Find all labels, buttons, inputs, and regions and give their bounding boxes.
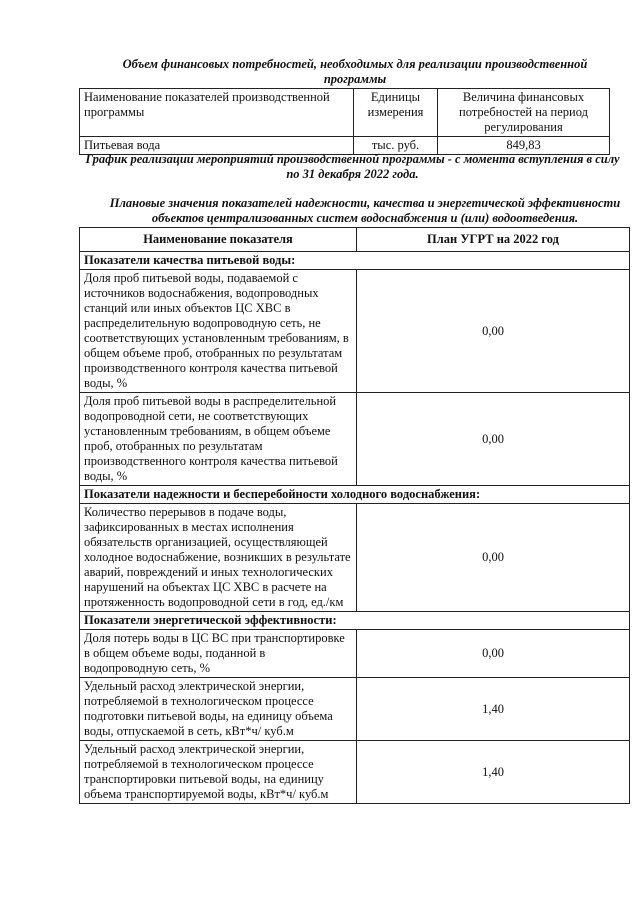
indicator-value: 1,40	[357, 741, 630, 804]
table-row	[80, 504, 630, 612]
indicators-header-name: Наименование показателя	[80, 228, 357, 252]
indicators-table	[79, 227, 630, 804]
finance-table	[79, 88, 610, 155]
indicator-label: Доля проб питьевой воды, подаваемой с источников водоснабжения, водопроводных станций или иных объектов ЦС ХВС в распределительную водопроводную сеть, не соответствующих установленным требованиям, в общем объеме проб, отобранных по результатам производственного контроля качества питьевой воды, %	[80, 270, 357, 393]
finance-header-unit: Единицы измерения	[354, 89, 438, 137]
heading-indicators: Плановые значения показателей надежности, качества и энергетической эффективности объектов централизованных систем водоснабжения и (или) водоотведения.	[109, 196, 621, 225]
section-title-quality: Показатели качества питьевой воды:	[80, 252, 630, 270]
finance-header-name: Наименование показателей производственной программы	[80, 89, 354, 137]
section-title-energy: Показатели энергетической эффективности:	[80, 612, 630, 630]
table-row	[80, 270, 630, 393]
finance-row-name: Питьевая вода	[80, 137, 354, 155]
indicators-header-plan: План УГРТ на 2022 год	[357, 228, 630, 252]
section-row-reliability	[80, 486, 630, 504]
section-row-energy	[80, 612, 630, 630]
indicator-label: Доля проб питьевой воды в распределительной водопроводной сети, не соответствующих установленным требованиям, в общем объеме проб, отобранных по результатам производственного контроля качества питьевой воды, %	[80, 393, 357, 486]
indicator-value: 0,00	[357, 630, 630, 678]
table-row	[80, 393, 630, 486]
finance-header-value: Величина финансовых потребностей на период регулирования	[438, 89, 610, 137]
indicator-label: Количество перерывов в подаче воды, зафиксированных в местах исполнения обязательств организацией, осуществляющей холодное водоснабжение, возникших в результате аварий, повреждений и иных технологических нарушений на объектах ЦС ХВС в расчете на протяженность водопроводной сети в год, ед./км	[80, 504, 357, 612]
finance-header-row	[80, 89, 610, 137]
finance-row-value: 849,83	[438, 137, 610, 155]
indicator-label: Удельный расход электрической энергии, потребляемой в технологическом процессе транспортировки питьевой воды, на единицу объема транспортируемой воды, кВт*ч/ куб.м	[80, 741, 357, 804]
table-row	[80, 741, 630, 804]
table-row	[80, 630, 630, 678]
table-row	[80, 678, 630, 741]
indicator-value: 1,40	[357, 678, 630, 741]
indicator-value: 0,00	[357, 270, 630, 393]
heading-financial-needs: Объем финансовых потребностей, необходимых для реализации производственной программы	[122, 57, 588, 86]
section-title-reliability: Показатели надежности и бесперебойности холодного водоснабжения:	[80, 486, 630, 504]
section-row-quality	[80, 252, 630, 270]
indicator-value: 0,00	[357, 393, 630, 486]
indicator-value: 0,00	[357, 504, 630, 612]
heading-schedule: График реализации мероприятий производственной программы - с момента вступления в силу по 31 декабря 2022 года.	[85, 152, 620, 181]
indicators-header-row	[80, 228, 630, 252]
finance-row-unit: тыс. руб.	[354, 137, 438, 155]
indicator-label: Удельный расход электрической энергии, потребляемой в технологическом процессе подготовки питьевой воды, на единицу объема воды, отпускаемой в сеть, кВт*ч/ куб.м	[80, 678, 357, 741]
indicator-label: Доля потерь воды в ЦС ВС при транспортировке в общем объеме воды, поданной в водопроводную сеть, %	[80, 630, 357, 678]
